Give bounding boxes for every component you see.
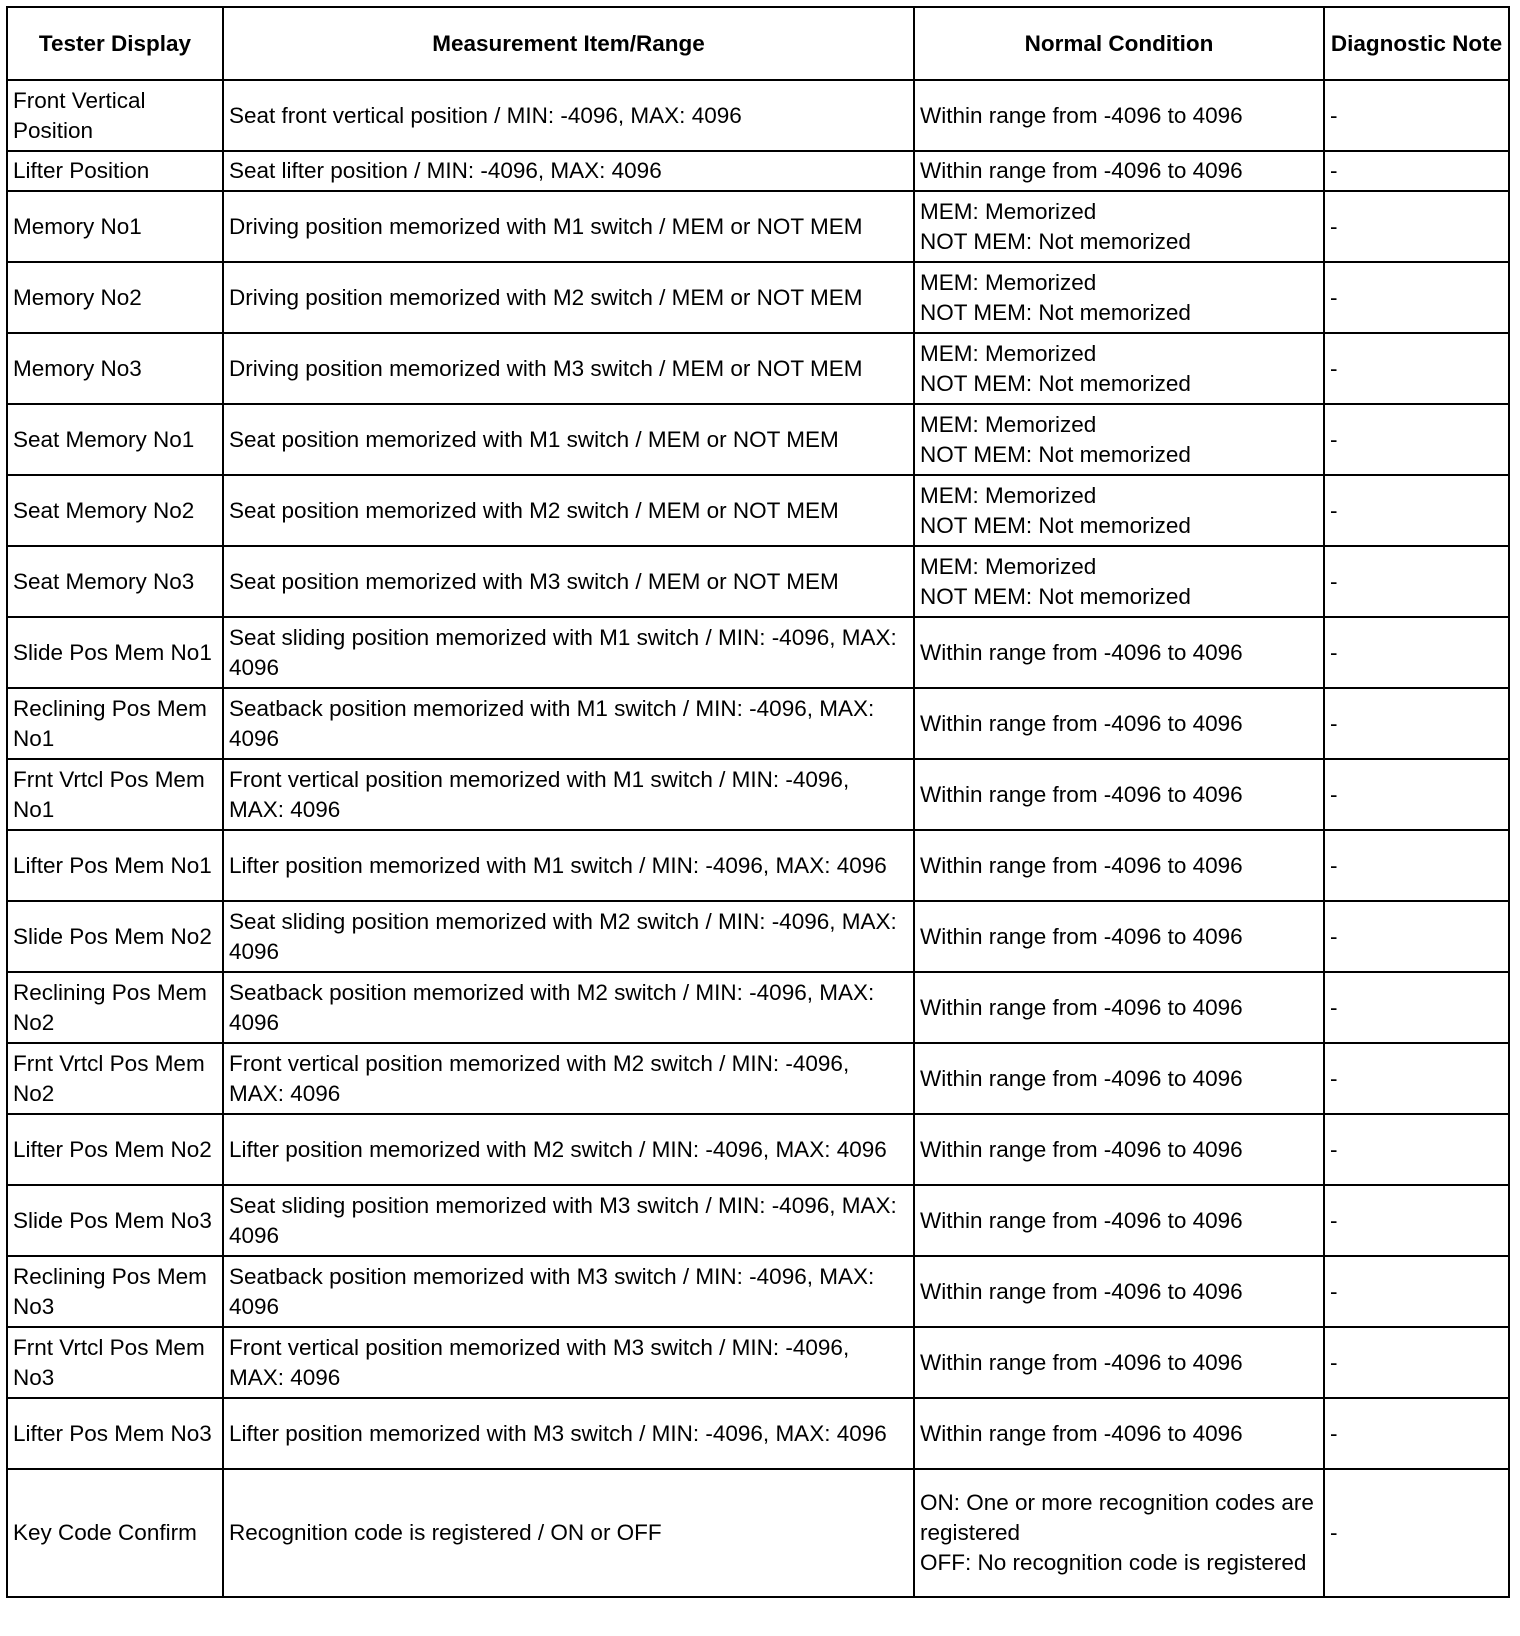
- cell-diagnostic-note: -: [1324, 1256, 1509, 1327]
- cell-diagnostic-note: -: [1324, 1398, 1509, 1469]
- table-row: [7, 475, 1509, 546]
- cell-normal-condition: [914, 333, 1324, 404]
- cell-diagnostic-note: -: [1324, 191, 1509, 262]
- cell-diagnostic-note: -: [1324, 901, 1509, 972]
- cell-tester-display: Reclining Pos Mem No2: [7, 972, 223, 1043]
- cell-normal-condition: [914, 80, 1324, 151]
- cell-diagnostic-note: -: [1324, 688, 1509, 759]
- cell-diagnostic-note: -: [1324, 1043, 1509, 1114]
- cell-diagnostic-note: -: [1324, 617, 1509, 688]
- table-row: [7, 830, 1509, 901]
- table-row: [7, 972, 1509, 1043]
- cell-tester-display: Slide Pos Mem No3: [7, 1185, 223, 1256]
- data-list-table: [6, 6, 1510, 1598]
- cell-normal-condition: [914, 1398, 1324, 1469]
- cell-tester-display: Frnt Vrtcl Pos Mem No2: [7, 1043, 223, 1114]
- table-row: [7, 546, 1509, 617]
- normal-condition-line: Within range from -4096 to 4096: [920, 1278, 1243, 1304]
- cell-diagnostic-note: -: [1324, 1114, 1509, 1185]
- cell-normal-condition: [914, 1043, 1324, 1114]
- cell-tester-display: Seat Memory No1: [7, 404, 223, 475]
- normal-condition-line: NOT MEM: Not memorized: [920, 370, 1191, 396]
- normal-condition-line: Within range from -4096 to 4096: [920, 158, 1243, 183]
- normal-condition-line: MEM: Memorized: [920, 269, 1097, 295]
- table-row: [7, 1114, 1509, 1185]
- table-row: [7, 1327, 1509, 1398]
- normal-condition-line: NOT MEM: Not memorized: [920, 299, 1191, 325]
- normal-condition-line: MEM: Memorized: [920, 340, 1097, 366]
- cell-tester-display: Lifter Pos Mem No2: [7, 1114, 223, 1185]
- normal-condition-line: Within range from -4096 to 4096: [920, 1207, 1243, 1233]
- cell-measurement-item: Seat front vertical position / MIN: -4096, MAX: 4096: [223, 80, 914, 151]
- normal-condition-line: Within range from -4096 to 4096: [920, 1349, 1243, 1375]
- cell-diagnostic-note: -: [1324, 151, 1509, 191]
- cell-diagnostic-note: -: [1324, 80, 1509, 151]
- table-row: [7, 901, 1509, 972]
- cell-tester-display: Front Vertical Position: [7, 80, 223, 151]
- cell-measurement-item: Front vertical position memorized with M2 switch / MIN: -4096, MAX: 4096: [223, 1043, 914, 1114]
- cell-normal-condition: [914, 1469, 1324, 1597]
- table-row: [7, 1469, 1509, 1597]
- cell-diagnostic-note: -: [1324, 972, 1509, 1043]
- cell-measurement-item: Seat position memorized with M3 switch / MEM or NOT MEM: [223, 546, 914, 617]
- table-row: [7, 1398, 1509, 1469]
- cell-normal-condition: [914, 972, 1324, 1043]
- cell-diagnostic-note: -: [1324, 404, 1509, 475]
- header-measurement-item: Measurement Item/Range: [223, 7, 914, 80]
- header-diagnostic-note: Diagnostic Note: [1324, 7, 1509, 80]
- cell-measurement-item: Lifter position memorized with M2 switch / MIN: -4096, MAX: 4096: [223, 1114, 914, 1185]
- cell-normal-condition: [914, 688, 1324, 759]
- table-row: [7, 80, 1509, 151]
- cell-diagnostic-note: -: [1324, 1185, 1509, 1256]
- cell-diagnostic-note: -: [1324, 546, 1509, 617]
- header-normal-condition: Normal Condition: [914, 7, 1324, 80]
- cell-diagnostic-note: -: [1324, 830, 1509, 901]
- normal-condition-line: Within range from -4096 to 4096: [920, 1065, 1243, 1091]
- normal-condition-line: NOT MEM: Not memorized: [920, 512, 1191, 538]
- normal-condition-line: NOT MEM: Not memorized: [920, 441, 1191, 467]
- cell-measurement-item: Lifter position memorized with M1 switch / MIN: -4096, MAX: 4096: [223, 830, 914, 901]
- normal-condition-line: ON: One or more recognition codes are registered: [920, 1490, 1314, 1545]
- cell-tester-display: Lifter Position: [7, 151, 223, 191]
- cell-tester-display: Lifter Pos Mem No3: [7, 1398, 223, 1469]
- normal-condition-line: Within range from -4096 to 4096: [920, 923, 1243, 949]
- cell-diagnostic-note: -: [1324, 333, 1509, 404]
- table-row: [7, 151, 1509, 191]
- cell-tester-display: Reclining Pos Mem No3: [7, 1256, 223, 1327]
- table-row: [7, 1256, 1509, 1327]
- cell-tester-display: Slide Pos Mem No1: [7, 617, 223, 688]
- cell-tester-display: Seat Memory No3: [7, 546, 223, 617]
- normal-condition-line: Within range from -4096 to 4096: [920, 994, 1243, 1020]
- table-row: [7, 333, 1509, 404]
- normal-condition-line: NOT MEM: Not memorized: [920, 583, 1191, 609]
- cell-normal-condition: [914, 617, 1324, 688]
- cell-tester-display: Memory No3: [7, 333, 223, 404]
- cell-normal-condition: [914, 262, 1324, 333]
- cell-measurement-item: Driving position memorized with M3 switch / MEM or NOT MEM: [223, 333, 914, 404]
- table-row: [7, 1185, 1509, 1256]
- normal-condition-line: Within range from -4096 to 4096: [920, 1136, 1243, 1162]
- cell-normal-condition: [914, 1327, 1324, 1398]
- table-row: [7, 759, 1509, 830]
- table-row: [7, 191, 1509, 262]
- normal-condition-line: MEM: Memorized: [920, 411, 1097, 437]
- table-row: [7, 1043, 1509, 1114]
- normal-condition-line: Within range from -4096 to 4096: [920, 1420, 1243, 1446]
- cell-tester-display: Frnt Vrtcl Pos Mem No3: [7, 1327, 223, 1398]
- cell-tester-display: Key Code Confirm: [7, 1469, 223, 1597]
- normal-condition-line: MEM: Memorized: [920, 482, 1097, 508]
- table-row: [7, 262, 1509, 333]
- normal-condition-line: NOT MEM: Not memorized: [920, 228, 1191, 254]
- cell-measurement-item: Seat sliding position memorized with M3 switch / MIN: -4096, MAX: 4096: [223, 1185, 914, 1256]
- table-row: [7, 617, 1509, 688]
- normal-condition-line: MEM: Memorized: [920, 198, 1097, 224]
- cell-measurement-item: Seatback position memorized with M1 switch / MIN: -4096, MAX: 4096: [223, 688, 914, 759]
- cell-normal-condition: [914, 759, 1324, 830]
- table-row: [7, 688, 1509, 759]
- cell-normal-condition: [914, 901, 1324, 972]
- cell-normal-condition: [914, 151, 1324, 191]
- cell-diagnostic-note: -: [1324, 262, 1509, 333]
- cell-diagnostic-note: -: [1324, 1327, 1509, 1398]
- normal-condition-line: OFF: No recognition code is registered: [920, 1550, 1307, 1575]
- cell-measurement-item: Seat position memorized with M1 switch / MEM or NOT MEM: [223, 404, 914, 475]
- cell-normal-condition: [914, 546, 1324, 617]
- normal-condition-line: Within range from -4096 to 4096: [920, 102, 1243, 128]
- cell-measurement-item: Seat sliding position memorized with M1 switch / MIN: -4096, MAX: 4096: [223, 617, 914, 688]
- cell-measurement-item: Lifter position memorized with M3 switch / MIN: -4096, MAX: 4096: [223, 1398, 914, 1469]
- cell-measurement-item: Front vertical position memorized with M1 switch / MIN: -4096, MAX: 4096: [223, 759, 914, 830]
- normal-condition-line: Within range from -4096 to 4096: [920, 710, 1243, 736]
- cell-tester-display: Frnt Vrtcl Pos Mem No1: [7, 759, 223, 830]
- cell-normal-condition: [914, 1256, 1324, 1327]
- cell-normal-condition: [914, 1185, 1324, 1256]
- cell-diagnostic-note: -: [1324, 1469, 1509, 1597]
- table-row: [7, 404, 1509, 475]
- cell-measurement-item: Driving position memorized with M1 switch / MEM or NOT MEM: [223, 191, 914, 262]
- cell-measurement-item: Front vertical position memorized with M3 switch / MIN: -4096, MAX: 4096: [223, 1327, 914, 1398]
- cell-tester-display: Memory No1: [7, 191, 223, 262]
- cell-measurement-item: Seat lifter position / MIN: -4096, MAX: 4096: [223, 151, 914, 191]
- cell-measurement-item: Seatback position memorized with M3 switch / MIN: -4096, MAX: 4096: [223, 1256, 914, 1327]
- normal-condition-line: Within range from -4096 to 4096: [920, 639, 1243, 665]
- cell-normal-condition: [914, 830, 1324, 901]
- cell-measurement-item: Driving position memorized with M2 switch / MEM or NOT MEM: [223, 262, 914, 333]
- cell-tester-display: Reclining Pos Mem No1: [7, 688, 223, 759]
- cell-diagnostic-note: -: [1324, 475, 1509, 546]
- normal-condition-line: Within range from -4096 to 4096: [920, 852, 1243, 878]
- cell-normal-condition: [914, 475, 1324, 546]
- header-tester-display: Tester Display: [7, 7, 223, 80]
- normal-condition-line: Within range from -4096 to 4096: [920, 781, 1243, 807]
- normal-condition-line: MEM: Memorized: [920, 553, 1097, 579]
- cell-normal-condition: [914, 404, 1324, 475]
- cell-measurement-item: Seatback position memorized with M2 switch / MIN: -4096, MAX: 4096: [223, 972, 914, 1043]
- cell-tester-display: Memory No2: [7, 262, 223, 333]
- cell-tester-display: Seat Memory No2: [7, 475, 223, 546]
- cell-diagnostic-note: -: [1324, 759, 1509, 830]
- table-header-row: [7, 7, 1509, 80]
- cell-measurement-item: Seat position memorized with M2 switch / MEM or NOT MEM: [223, 475, 914, 546]
- cell-normal-condition: [914, 1114, 1324, 1185]
- cell-measurement-item: Recognition code is registered / ON or OFF: [223, 1469, 914, 1597]
- cell-measurement-item: Seat sliding position memorized with M2 switch / MIN: -4096, MAX: 4096: [223, 901, 914, 972]
- cell-tester-display: Lifter Pos Mem No1: [7, 830, 223, 901]
- cell-normal-condition: [914, 191, 1324, 262]
- cell-tester-display: Slide Pos Mem No2: [7, 901, 223, 972]
